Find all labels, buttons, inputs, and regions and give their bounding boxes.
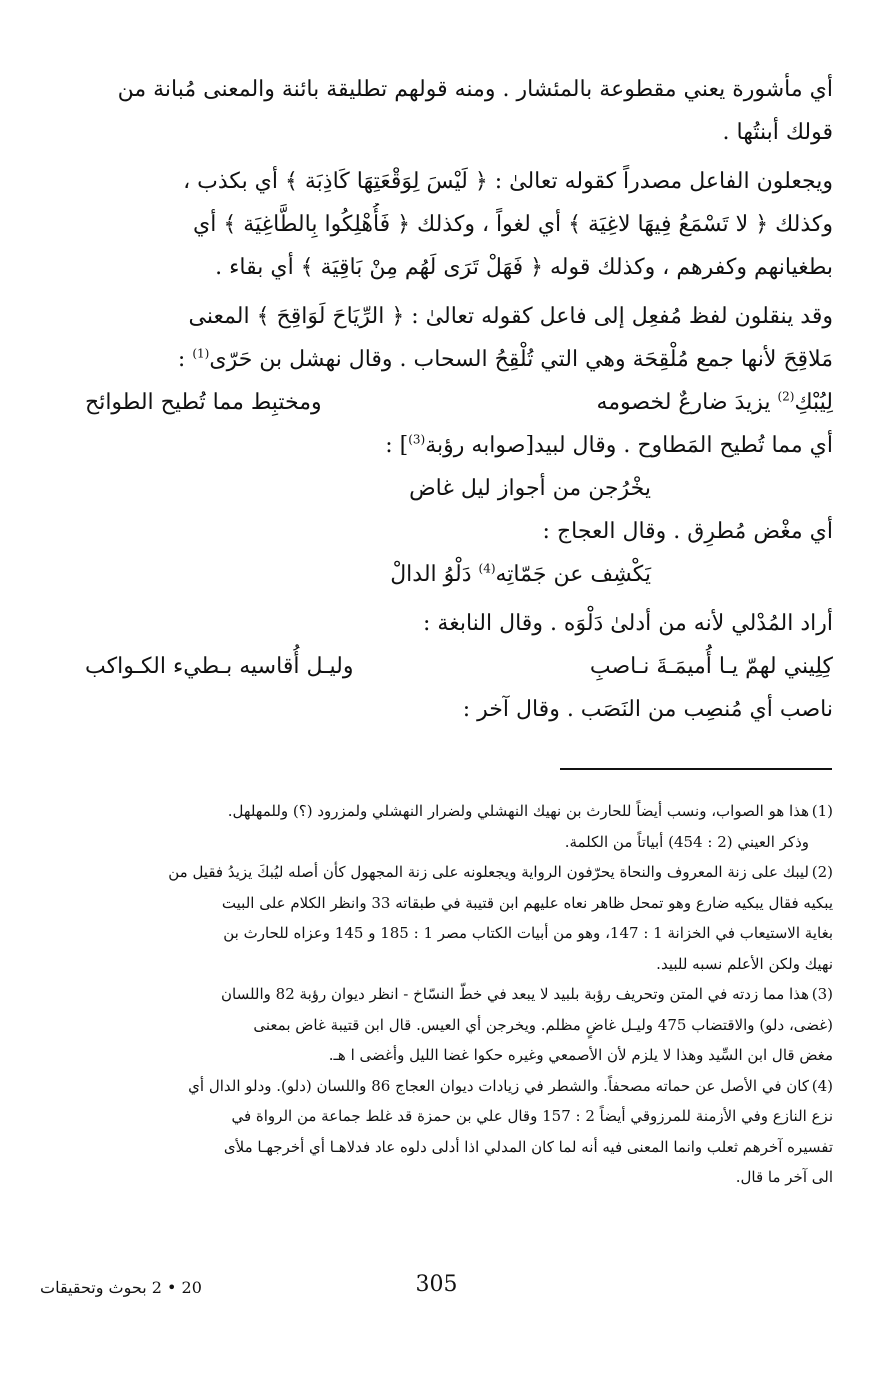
text-line: أي مما تُطيح المَطاوح . وقال لبيد[صوابه رؤبة$^{(3)}$] : (385, 432, 833, 458)
footnote-text: (غضى، دلو) والاقتضاب 475 وليـل غاضٍ مظلم. ويخرجن أي العيس. قال ابن قتيبة غاض بمعنى (253, 1015, 833, 1034)
footnote-3 (85, 979, 833, 1071)
text-line: أي مأشورة يعني مقطوعة بالمئشار . ومنه قولهم تطليقة بائنة والمعنى مُبانة من (117, 77, 833, 102)
footnote-4 (85, 1071, 833, 1193)
footnote-number: (2) (811, 863, 833, 881)
footnote-text: مغض قال ابن السِّيد وهذا لا يلزم لأن الأصمعي وغيره حكوا غضا الليل وأغضى ا هـ. (328, 1046, 833, 1064)
footnotes (85, 796, 833, 1193)
page-number: 305 (415, 1272, 458, 1297)
footnote-number: (3) (811, 985, 833, 1003)
verse-hemistich: ومختبِط مما تُطيح الطوائح (85, 390, 322, 415)
footnote-text: نهيك ولكن الأعلم نسبه للبيد. (656, 954, 833, 973)
text-line: وكذلك ﴿ لا تَسْمَعُ فِيهَا لاغِيَة ﴾ أي لغواً ، وكذلك ﴿ فَأُهْلِكُوا بِالطَّاغِيَة ﴾ أي (193, 212, 833, 237)
main-text (85, 68, 833, 731)
footnote-number: (4) (811, 1076, 833, 1095)
verse-hemistich: لِيُبْكِ$^{(2)}$ يزيدَ ضارعٌ لخصومه (596, 389, 833, 415)
footnote-ref: (3) (408, 432, 426, 447)
text-line: وقد ينقلون لفظ مُفعِل إلى فاعل كقوله تعالىٰ : ﴿ الرِّيَاحَ لَوَاقِحَ ﴾ المعنى (188, 304, 833, 329)
text-line: بطغيانهم وكفرهم ، وكذلك قوله ﴿ فَهَلْ تَرَى لَهُم مِنْ بَاقِيَة ﴾ أي بقاء . (215, 255, 833, 280)
text-line: قولك أبنتُها . (722, 120, 833, 145)
footnote-ref: (1) (192, 346, 210, 361)
running-title: 20 • 2 بحوث وتحقيقات (40, 1278, 202, 1297)
text-line: ناصب أي مُنصِب من النَصَب . وقال آخر : (462, 697, 833, 722)
verse-line (85, 645, 833, 688)
verse-line: يَكْشِف عن جَمّاتِه$^{(4)}$ دَلْوُ الدالْ (390, 561, 651, 587)
page-footer (40, 1272, 833, 1312)
verse-line: يخْرُجن من أجواز ليل غاض (409, 476, 651, 501)
footnote-text: تفسيره آخرهم ثعلب وانما المعنى فيه أنه لما كان المدلي اذا أدلى دلوه عاد فدلاهـا أي أخرجهـا ملأى (223, 1137, 833, 1156)
footnote-ref: (2) (777, 389, 795, 404)
footnote-text: كان في الأصل عن حماته مصحفاً. والشطر في زيادات ديوان العجاج 86 واللسان (دلو). ودلو الدال أي (188, 1076, 809, 1095)
footnote-text: هذا مما زدته في المتن وتحريف رؤبة بلبيد لا يبعد في خطّ النسّاخ - انظر ديوان رؤبة 82 واللسان (220, 985, 809, 1003)
footnote-text: بغاية الاستيعاب في الخزانة 1 : 147، وهو من أبيات الكتاب مصر 1 : 185 و 145 وعزاه للحارث بن (223, 924, 833, 942)
verse-hemistich: كِلِيني لهمّ يـا أُميمَـةَ نـاصبِ (589, 654, 833, 679)
footnote-text: نزع النازع وفي الأزمنة للمرزوقي أيضاً 2 : 157 وقال علي بن حمزة قد غلط جماعة من الرواة في (231, 1107, 833, 1125)
text-line: أراد المُدْلي لأنه من أدلىٰ دَلْوَه . وقال النابغة : (423, 611, 833, 636)
footnote-text: يبكيه فقال يبكيه ضارع وهو تمحل ظاهر نعاه عليهم ابن قتيبة في طبقاته 33 وانظر الكلام على البيت (221, 893, 833, 912)
footnote-ref: (4) (478, 561, 496, 576)
verse-hemistich: وليـل أُقاسيه بـطيء الكـواكب (85, 654, 354, 679)
text-line: أي مغْض مُطرِق . وقال العجاج : (542, 519, 833, 544)
footnote-text: الى آخر ما قال. (735, 1168, 833, 1186)
footnote-2 (85, 857, 833, 979)
footnote-text: ليبك على زنة المعروف والنحاة يحرّفون الرواية ويجعلونه على زنة المجهول كأن أصله ليُبكَ يزيدُ فقيل من (168, 863, 809, 881)
footnote-number: (1) (811, 802, 833, 820)
footnote-text: هذا هو الصواب، ونسب أيضاً للحارث بن نهيك النهشلي ولضرار النهشلي ولمزرود (؟) وللمهلهل. (227, 802, 809, 820)
footnote-text: وذكر العيني (2 : 454) أبياتاً من الكلمة. (564, 832, 809, 851)
footnote-1 (85, 796, 833, 857)
text-line: ويجعلون الفاعل مصدراً كقوله تعالىٰ : ﴿ لَيْسَ لِوَقْعَتِهَا كَاذِبَة ﴾ أي بكذب ، (183, 169, 833, 194)
verse-line (85, 381, 833, 424)
footnote-divider (560, 768, 832, 770)
text-line: مَلاقِحَ لأنها جمع مُلْقِحَة وهي التي تُلْقِحُ السحاب . وقال نهشل بن حَرّى$^{(1)}$ : (177, 346, 833, 372)
